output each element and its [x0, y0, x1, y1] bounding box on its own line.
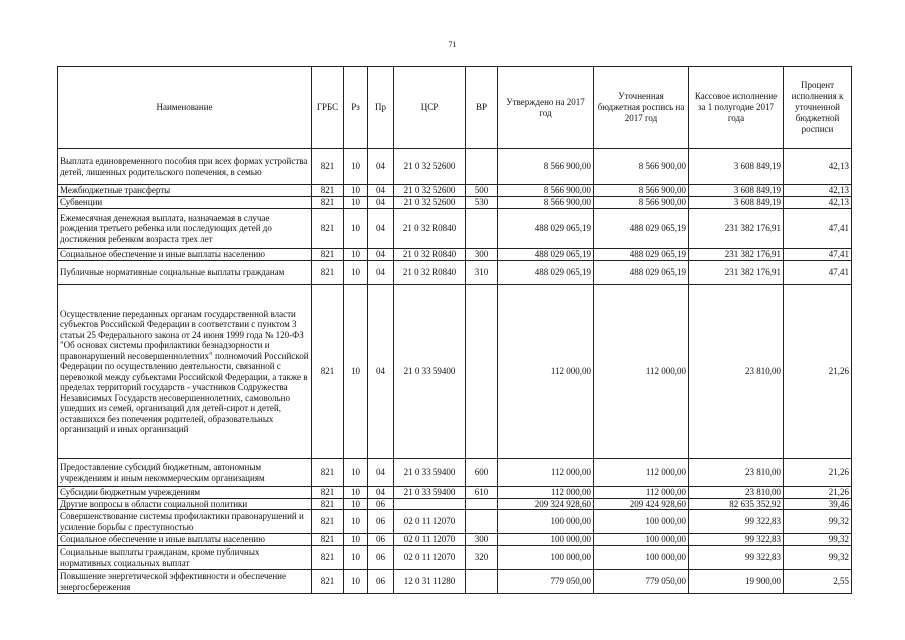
row-pr: 04 — [368, 459, 394, 487]
row-cash: 23 810,00 — [689, 459, 784, 487]
row-csr: 21 0 32 R0840 — [394, 209, 466, 249]
header-vr: ВР — [466, 67, 498, 149]
row-grbs: 821 — [312, 534, 344, 546]
table-row — [58, 285, 852, 459]
row-vr: 600 — [466, 459, 498, 487]
row-grbs: 821 — [312, 197, 344, 209]
row-name: Выплата единовременного пособия при всех формах устройства детей, лишенных родительского попечения, в семью — [58, 149, 312, 185]
row-vr — [466, 498, 498, 510]
row-grbs: 821 — [312, 185, 344, 197]
header-approved: Утверждено на 2017 год — [498, 67, 594, 149]
row-csr — [394, 498, 466, 510]
row-cash: 82 635 352,92 — [689, 498, 784, 510]
row-rz: 10 — [344, 459, 368, 487]
row-refined: 112 000,00 — [594, 459, 689, 487]
row-refined: 100 000,00 — [594, 510, 689, 534]
row-pr: 06 — [368, 498, 394, 510]
header-pr: Пр — [368, 67, 394, 149]
row-rz: 10 — [344, 185, 368, 197]
row-vr: 500 — [466, 185, 498, 197]
row-refined: 100 000,00 — [594, 534, 689, 546]
table-row — [58, 249, 852, 261]
row-pr: 04 — [368, 149, 394, 185]
row-approved: 100 000,00 — [498, 534, 594, 546]
row-name: Социальное обеспечение и иные выплаты населению — [58, 249, 312, 261]
row-approved: 112 000,00 — [498, 459, 594, 487]
row-csr: 21 0 33 59400 — [394, 487, 466, 499]
row-percent: 99,32 — [784, 546, 852, 570]
row-cash: 23 810,00 — [689, 285, 784, 459]
row-name: Социальное обеспечение и иные выплаты населению — [58, 534, 312, 546]
row-vr: 310 — [466, 261, 498, 285]
row-percent: 21,26 — [784, 459, 852, 487]
row-csr: 21 0 32 52600 — [394, 197, 466, 209]
row-cash: 99 322,83 — [689, 534, 784, 546]
row-vr: 320 — [466, 546, 498, 570]
row-csr: 21 0 32 52600 — [394, 185, 466, 197]
row-refined: 209 424 928,60 — [594, 498, 689, 510]
row-vr — [466, 149, 498, 185]
row-name: Субсидии бюджетным учреждениям — [58, 487, 312, 499]
table-row — [58, 209, 852, 249]
row-rz: 10 — [344, 510, 368, 534]
row-approved: 112 000,00 — [498, 285, 594, 459]
row-csr: 21 0 33 59400 — [394, 459, 466, 487]
row-approved: 209 324 928,60 — [498, 498, 594, 510]
row-approved: 100 000,00 — [498, 510, 594, 534]
row-refined: 8 566 900,00 — [594, 149, 689, 185]
row-name: Ежемесячная денежная выплата, назначаемая в случае рождения третьего ребенка или последующих детей до достижения ребенком возраста трех лет — [58, 209, 312, 249]
row-name: Социальные выплаты гражданам, кроме публичных нормативных социальных выплат — [58, 546, 312, 570]
row-rz: 10 — [344, 487, 368, 499]
row-rz: 10 — [344, 261, 368, 285]
row-approved: 100 000,00 — [498, 546, 594, 570]
row-cash: 231 382 176,91 — [689, 249, 784, 261]
row-csr: 02 0 11 12070 — [394, 534, 466, 546]
table-row — [58, 498, 852, 510]
row-percent: 42,13 — [784, 149, 852, 185]
row-percent: 21,26 — [784, 487, 852, 499]
row-grbs: 821 — [312, 510, 344, 534]
row-grbs: 821 — [312, 498, 344, 510]
row-vr — [466, 570, 498, 594]
table-row — [58, 149, 852, 185]
row-pr: 04 — [368, 487, 394, 499]
table-header-row — [58, 67, 852, 149]
table-row — [58, 510, 852, 534]
row-name: Повышение энергетической эффективности и обеспечение энергосбережения — [58, 570, 312, 594]
row-pr: 04 — [368, 285, 394, 459]
row-pr: 06 — [368, 534, 394, 546]
row-percent: 99,32 — [784, 510, 852, 534]
row-percent: 47,41 — [784, 209, 852, 249]
row-approved: 488 029 065,19 — [498, 249, 594, 261]
row-csr: 21 0 32 52600 — [394, 149, 466, 185]
row-percent: 2,55 — [784, 570, 852, 594]
row-percent: 21,26 — [784, 285, 852, 459]
table-row — [58, 261, 852, 285]
row-cash: 231 382 176,91 — [689, 261, 784, 285]
row-rz: 10 — [344, 149, 368, 185]
row-grbs: 821 — [312, 459, 344, 487]
row-pr: 06 — [368, 510, 394, 534]
row-percent: 47,41 — [784, 249, 852, 261]
row-csr: 02 0 11 12070 — [394, 546, 466, 570]
row-name: Межбюджетные трансферты — [58, 185, 312, 197]
table-row — [58, 570, 852, 594]
row-name: Другие вопросы в области социальной политики — [58, 498, 312, 510]
header-rz: Рз — [344, 67, 368, 149]
row-cash: 19 900,00 — [689, 570, 784, 594]
header-csr: ЦСР — [394, 67, 466, 149]
header-refined: Уточненная бюджетная роспись на 2017 год — [594, 67, 689, 149]
row-grbs: 821 — [312, 261, 344, 285]
table-row — [58, 546, 852, 570]
row-pr: 06 — [368, 570, 394, 594]
row-percent: 42,13 — [784, 185, 852, 197]
row-vr: 300 — [466, 249, 498, 261]
row-refined: 112 000,00 — [594, 487, 689, 499]
row-refined: 112 000,00 — [594, 285, 689, 459]
row-vr: 530 — [466, 197, 498, 209]
row-grbs: 821 — [312, 546, 344, 570]
row-name: Совершенствование системы профилактики правонарушений и усиление борьбы с преступностью — [58, 510, 312, 534]
table-row — [58, 534, 852, 546]
table-row — [58, 487, 852, 499]
row-percent: 99,32 — [784, 534, 852, 546]
row-name: Публичные нормативные социальные выплаты гражданам — [58, 261, 312, 285]
row-rz: 10 — [344, 285, 368, 459]
row-pr: 04 — [368, 249, 394, 261]
row-grbs: 821 — [312, 285, 344, 459]
table-body — [58, 149, 852, 594]
row-pr: 06 — [368, 546, 394, 570]
page-number: 71 — [448, 40, 457, 49]
row-cash: 231 382 176,91 — [689, 209, 784, 249]
row-approved: 8 566 900,00 — [498, 149, 594, 185]
row-percent: 39,46 — [784, 498, 852, 510]
row-rz: 10 — [344, 570, 368, 594]
row-refined: 779 050,00 — [594, 570, 689, 594]
row-approved: 488 029 065,19 — [498, 209, 594, 249]
row-grbs: 821 — [312, 570, 344, 594]
row-rz: 10 — [344, 209, 368, 249]
row-refined: 100 000,00 — [594, 546, 689, 570]
row-grbs: 821 — [312, 249, 344, 261]
row-refined: 488 029 065,19 — [594, 261, 689, 285]
row-refined: 8 566 900,00 — [594, 197, 689, 209]
row-name: Осуществление переданных органам государственной власти субъектов Российской Федерации в соответствии с пунктом 3 статьи 25 Федерального закона от 24 июня 1999 года № 120-ФЗ "Об основах системы профилактики безнадзорности и правонарушений несовершеннолетних" полномочий Российской Федерации по осуществлению деятельности, связанной с перевозкой между субъектами Российской Федерации, а также в пределах территорий государств - участников Содружества Независимых Государств несовершеннолетних, самовольно ушедших из семей, организаций для детей-сирот и детей, оставшихся без попечения родителей, образовательных организаций и иных организаций — [58, 285, 312, 459]
row-approved: 8 566 900,00 — [498, 197, 594, 209]
row-vr: 300 — [466, 534, 498, 546]
row-cash: 3 608 849,19 — [689, 197, 784, 209]
row-grbs: 821 — [312, 487, 344, 499]
header-percent: Процент исполнения к уточненной бюджетной росписи — [784, 67, 852, 149]
row-cash: 99 322,83 — [689, 546, 784, 570]
row-rz: 10 — [344, 534, 368, 546]
table-row — [58, 197, 852, 209]
row-name: Субвенции — [58, 197, 312, 209]
budget-table — [57, 66, 852, 594]
row-csr: 21 0 32 R0840 — [394, 249, 466, 261]
row-vr — [466, 285, 498, 459]
row-approved: 112 000,00 — [498, 487, 594, 499]
row-rz: 10 — [344, 546, 368, 570]
row-pr: 04 — [368, 261, 394, 285]
row-percent: 42,13 — [784, 197, 852, 209]
row-pr: 04 — [368, 185, 394, 197]
row-approved: 488 029 065,19 — [498, 261, 594, 285]
header-grbs: ГРБС — [312, 67, 344, 149]
row-rz: 10 — [344, 249, 368, 261]
row-cash: 23 810,00 — [689, 487, 784, 499]
row-refined: 488 029 065,19 — [594, 209, 689, 249]
row-pr: 04 — [368, 197, 394, 209]
row-rz: 10 — [344, 197, 368, 209]
row-cash: 99 322,83 — [689, 510, 784, 534]
row-csr: 02 0 11 12070 — [394, 510, 466, 534]
row-grbs: 821 — [312, 149, 344, 185]
row-csr: 12 0 31 11280 — [394, 570, 466, 594]
table-row — [58, 185, 852, 197]
header-cash: Кассовое исполнение за 1 полугодие 2017 года — [689, 67, 784, 149]
row-csr: 21 0 32 R0840 — [394, 261, 466, 285]
row-approved: 779 050,00 — [498, 570, 594, 594]
table-row — [58, 459, 852, 487]
row-vr — [466, 510, 498, 534]
header-name: Наименование — [58, 67, 312, 149]
row-vr: 610 — [466, 487, 498, 499]
row-grbs: 821 — [312, 209, 344, 249]
row-rz: 10 — [344, 498, 368, 510]
row-percent: 47,41 — [784, 261, 852, 285]
row-pr: 04 — [368, 209, 394, 249]
row-refined: 488 029 065,19 — [594, 249, 689, 261]
row-approved: 8 566 900,00 — [498, 185, 594, 197]
row-vr — [466, 209, 498, 249]
row-refined: 8 566 900,00 — [594, 185, 689, 197]
row-cash: 3 608 849,19 — [689, 185, 784, 197]
row-csr: 21 0 33 59400 — [394, 285, 466, 459]
row-cash: 3 608 849,19 — [689, 149, 784, 185]
row-name: Предоставление субсидий бюджетным, автономным учреждениям и иным некоммерческим организациям — [58, 459, 312, 487]
